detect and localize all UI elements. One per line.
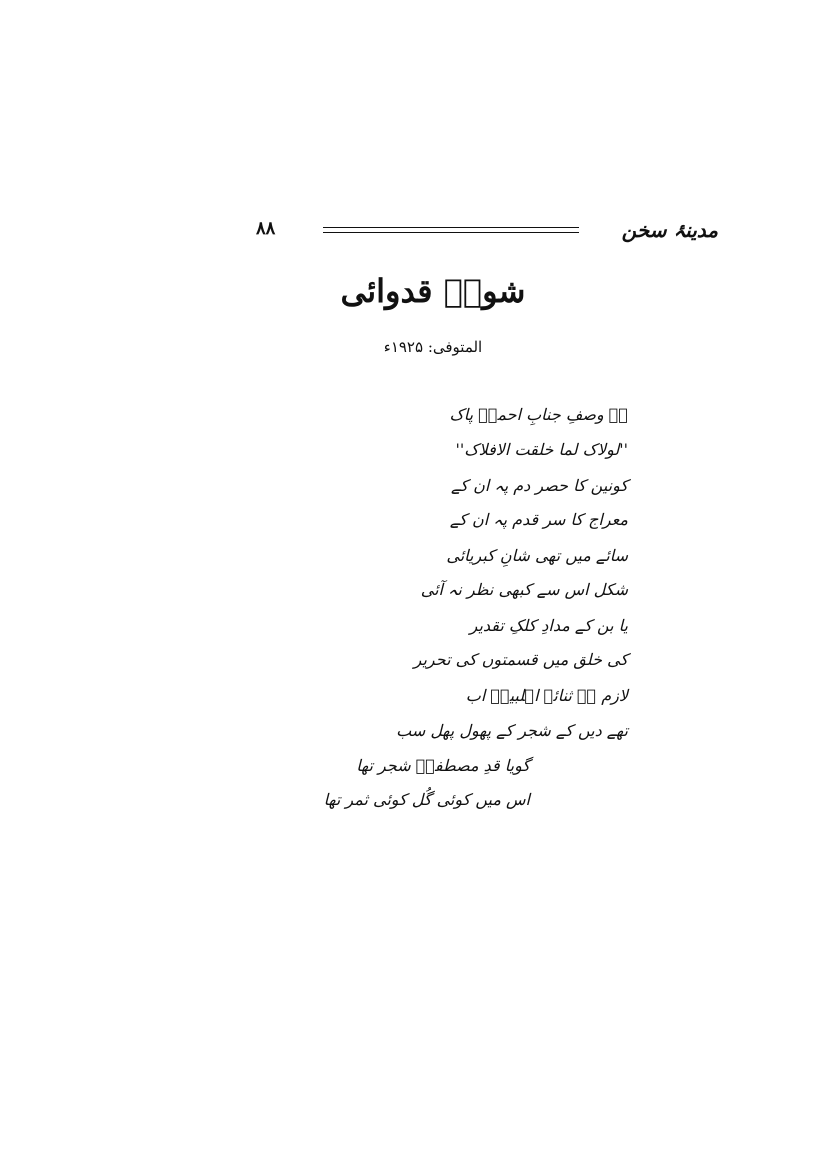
poet-dates: المتوفی: ۱۹۲۵ء (383, 338, 483, 356)
verse-line: یا بن کے مدادِ کلکِ تقدیر (469, 616, 628, 635)
verse-line: گویا قدِ مصطفیؐ شجر تھا (356, 756, 530, 775)
page-number: ۸۸ (256, 218, 276, 239)
verse-line: ہے وصفِ جنابِ احمدؐ پاک (449, 405, 628, 424)
poet-name: شوقؔ قدوائی (340, 272, 526, 310)
verse-line: اس میں کوئی گُل کوئی ثمر تھا (323, 790, 530, 809)
header-rule-top (323, 227, 579, 228)
verse-line: معراج کا سر قدم پہ ان کے (449, 510, 628, 529)
verse-line: تھے دیں کے شجر کے پھول پھل سب (396, 721, 628, 740)
header-rule-bottom (323, 232, 579, 233)
verse-line: شکل اس سے کبھی نظر نہ آئی (420, 580, 628, 599)
verse-line: کونین کا حصر دم پہ ان کے (451, 476, 628, 495)
verse-line: لازم ہے ثنائے اہلبیتؑ اب (465, 686, 628, 705)
verse-line: ''لولاک لما خلقت الافلاک'' (455, 440, 628, 459)
verse-line: سائے میں تھی شانِ کبریائی (446, 546, 628, 565)
verse-line: کی خلق میں قسمتوں کی تحریر (413, 650, 628, 669)
book-title: مدینۂ سخن (621, 218, 718, 242)
